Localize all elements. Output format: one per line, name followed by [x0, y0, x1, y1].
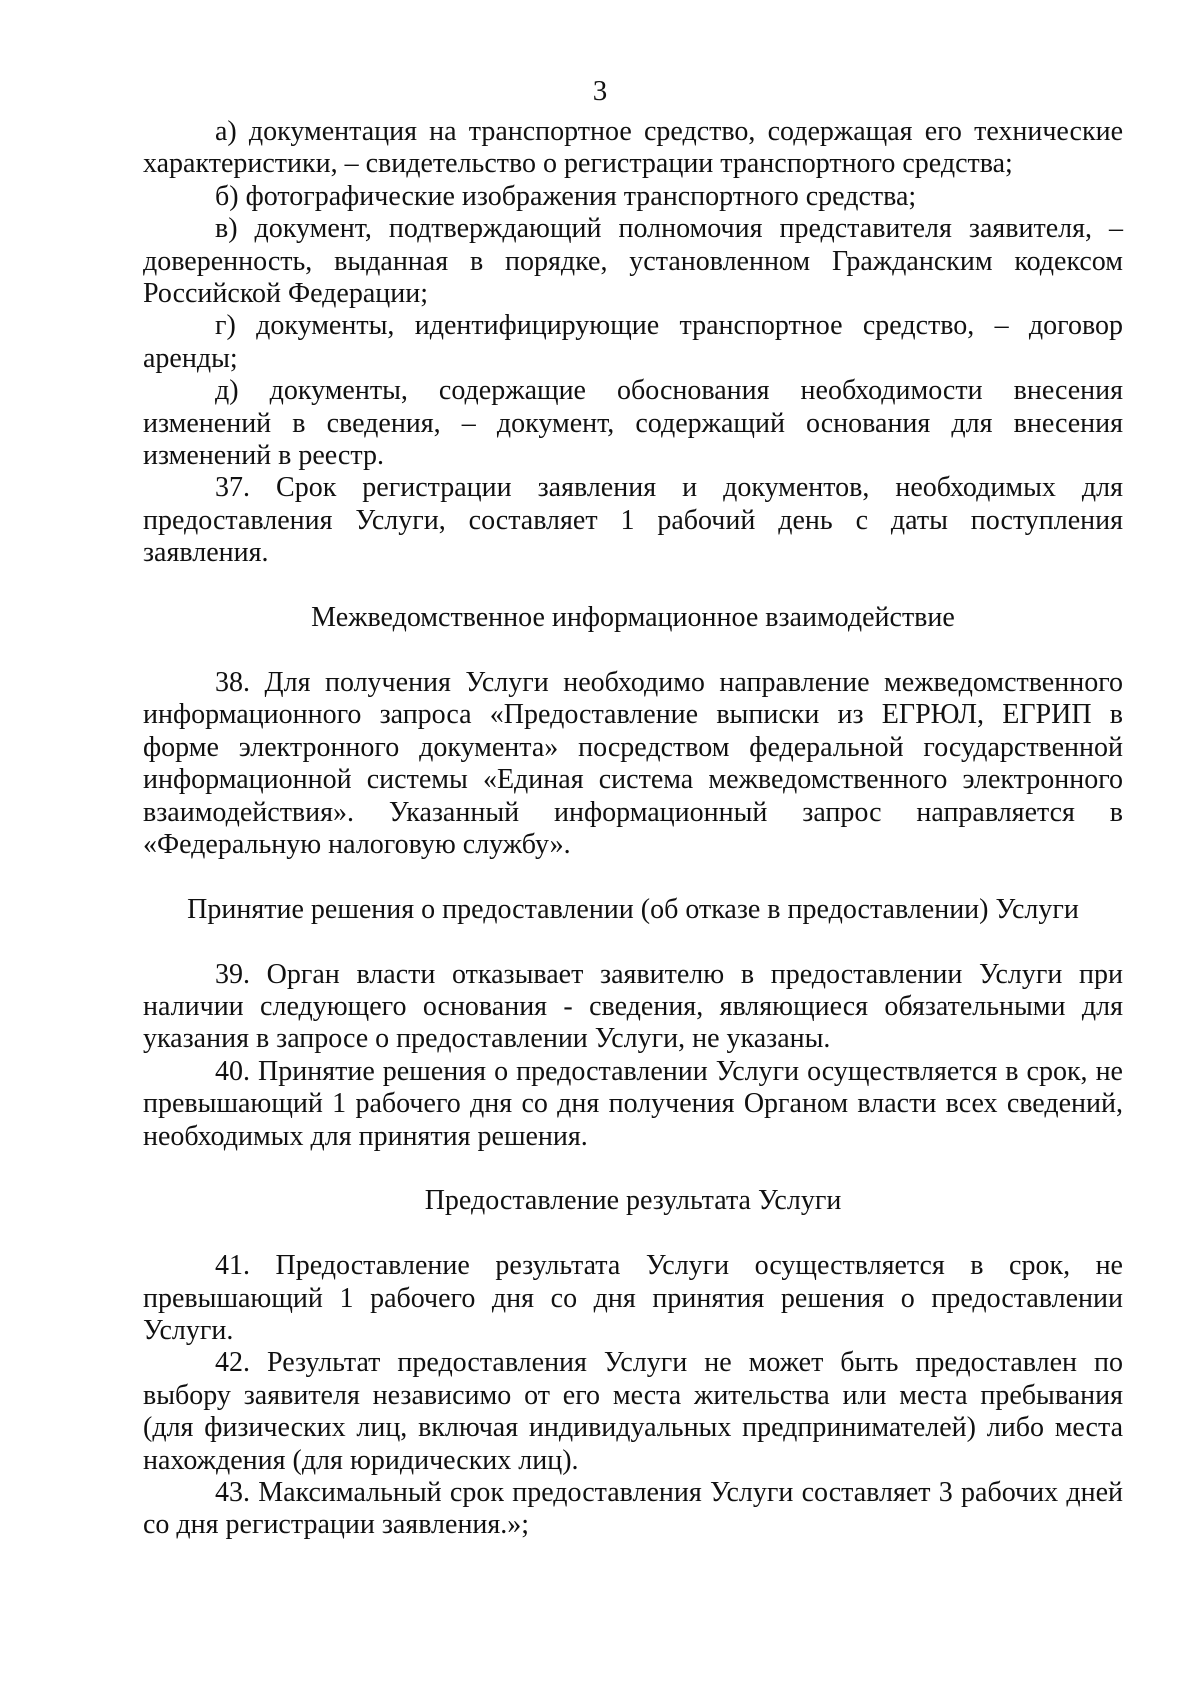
paragraph-item-g: г) документы, идентифицирующие транспортное средство, – договор аренды;	[143, 310, 1123, 374]
paragraph-42: 42. Результат предоставления Услуги не может быть предоставлен по выбору заявителя независимо от его места жительства или места пребывания (для физических лиц, включая индивидуальных предпринимателей) либо места нахождения (для юридических лиц).	[143, 1347, 1123, 1476]
paragraph-41: 41. Предоставление результата Услуги осуществляется в срок, не превышающий 1 рабочего дня со дня принятия решения о предоставлении Услуги.	[143, 1250, 1123, 1346]
paragraph-item-v: в) документ, подтверждающий полномочия представителя заявителя, – доверенность, выданная в порядке, установленном Гражданским кодексом Российской Федерации;	[143, 213, 1123, 310]
spacer	[143, 926, 1123, 958]
spacer	[143, 861, 1123, 893]
paragraph-38: 38. Для получения Услуги необходимо направление межведомственного информационного запроса «Предоставление выписки из ЕГРЮЛ, ЕГРИП в форме электронного документа» посредством федеральной государственной информационной системы «Единая система межведомственного электронного взаимодействия». Указанный информационный запрос направляется в «Федеральную налоговую службу».	[143, 666, 1123, 860]
spacer	[143, 1153, 1123, 1185]
section-heading-result: Предоставление результата Услуги	[424, 1185, 842, 1217]
paragraph-37: 37. Срок регистрации заявления и документов, необходимых для предоставления Услуги, составляет 1 рабочий день с даты поступления заявления.	[143, 472, 1123, 569]
spacer	[143, 634, 1123, 666]
paragraph-item-b: б) фотографические изображения транспортного средства;	[215, 180, 917, 212]
paragraph-40: 40. Принятие решения о предоставлении Услуги осуществляется в срок, не превышающий 1 рабочего дня со дня получения Органом власти всех сведений, необходимых для принятия решения.	[143, 1055, 1123, 1152]
spacer	[143, 1218, 1123, 1250]
document-body	[143, 116, 1123, 1542]
section-heading-interagency: Межведомственное информационное взаимодействие	[311, 602, 955, 634]
paragraph-39: 39. Орган власти отказывает заявителю в предоставлении Услуги при наличии следующего основания - сведения, являющиеся обязательными для указания в запросе о предоставлении Услуги, не указаны.	[143, 958, 1123, 1055]
paragraph-item-d: д) документы, содержащие обоснования необходимости внесения изменений в сведения, – документ, содержащий основания для внесения изменений в реестр.	[143, 375, 1123, 472]
spacer	[143, 570, 1123, 602]
page-number: 3	[592, 75, 608, 107]
paragraph-43: 43. Максимальный срок предоставления Услуги составляет 3 рабочих дней со дня регистрации заявления.»;	[143, 1476, 1123, 1541]
paragraph-item-a: а) документация на транспортное средство, содержащая его технические характеристики, – свидетельство о регистрации транспортного средства;	[143, 116, 1123, 180]
section-heading-decision: Принятие решения о предоставлении (об отказе в предоставлении) Услуги	[187, 893, 1079, 925]
